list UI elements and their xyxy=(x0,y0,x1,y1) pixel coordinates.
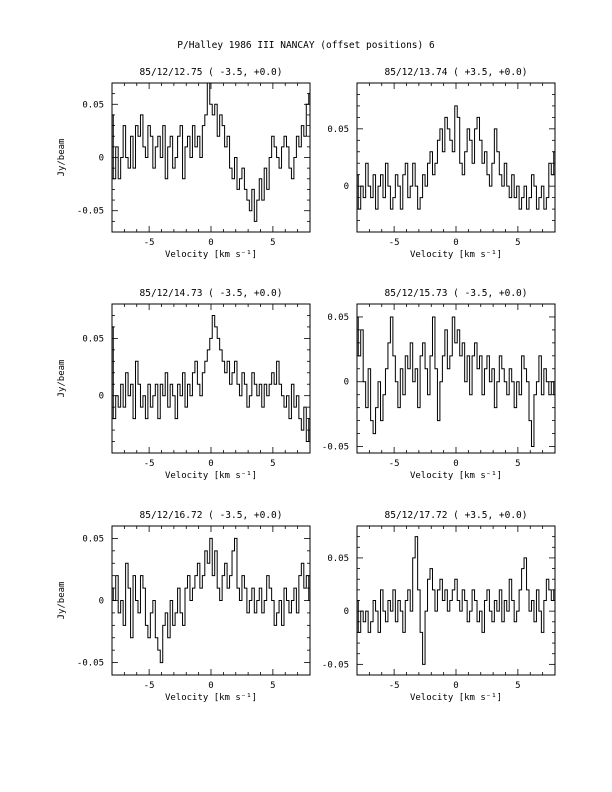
spectrum-line xyxy=(357,317,555,447)
y-tick-label: -0.05 xyxy=(321,442,349,453)
x-tick-label: 0 xyxy=(453,238,459,248)
panel-subtitle: 85/12/12.75 ( -3.5, +0.0) xyxy=(139,67,283,78)
y-tick-label: 0.05 xyxy=(82,334,104,345)
y-tick-label: 0 xyxy=(98,153,104,164)
spectrum-panel-5 xyxy=(57,510,310,703)
plot-frame xyxy=(112,83,310,232)
x-tick-label: 0 xyxy=(453,681,459,691)
spectrum-line xyxy=(357,537,555,665)
x-tick-label: 5 xyxy=(515,238,521,248)
x-tick-label: 0 xyxy=(208,681,214,691)
x-tick-label: 5 xyxy=(515,681,521,691)
y-tick-label: 0 xyxy=(98,596,104,607)
spectrum-panel-6 xyxy=(322,510,555,703)
spectrum-panel-4 xyxy=(322,288,555,481)
plot-frame xyxy=(357,83,555,232)
x-tick-label: 5 xyxy=(270,681,276,691)
y-tick-label: 0.05 xyxy=(327,124,349,135)
spectrum-panel-2 xyxy=(327,67,555,260)
page-title: P/Halley 1986 III NANCAY (offset positions) 6 xyxy=(177,40,435,51)
x-tick-label: -5 xyxy=(143,459,155,469)
x-axis-label: Velocity [km s⁻¹] xyxy=(409,250,503,260)
x-axis-label: Velocity [km s⁻¹] xyxy=(409,693,503,703)
spectrum-line xyxy=(112,538,310,662)
spectrum-panel-3 xyxy=(57,288,310,481)
panel-subtitle: 85/12/17.72 ( +3.5, +0.0) xyxy=(384,510,528,521)
spectrum-line xyxy=(112,83,310,221)
x-tick-label: -5 xyxy=(143,681,155,691)
spectrum-line xyxy=(112,315,310,441)
x-tick-label: 5 xyxy=(270,238,276,248)
plot-frame xyxy=(357,304,555,453)
x-tick-label: -5 xyxy=(388,459,400,469)
y-tick-label: 0 xyxy=(343,607,349,618)
y-tick-label: 0.05 xyxy=(82,534,104,545)
y-axis-label: Jy/beam xyxy=(57,138,67,177)
x-axis-label: Velocity [km s⁻¹] xyxy=(164,250,258,260)
y-tick-label: -0.05 xyxy=(76,658,104,669)
y-tick-label: -0.05 xyxy=(321,660,349,671)
x-tick-label: 5 xyxy=(270,459,276,469)
panel-subtitle: 85/12/13.74 ( +3.5, +0.0) xyxy=(384,67,528,78)
panel-subtitle: 85/12/14.73 ( -3.5, +0.0) xyxy=(139,288,283,299)
plot-frame xyxy=(357,526,555,675)
x-axis-label: Velocity [km s⁻¹] xyxy=(164,471,258,481)
y-axis-label: Jy/beam xyxy=(57,359,67,398)
y-tick-label: -0.05 xyxy=(76,206,104,217)
y-axis-label: Jy/beam xyxy=(57,581,67,620)
x-tick-label: 0 xyxy=(453,459,459,469)
x-tick-label: -5 xyxy=(388,681,400,691)
y-tick-label: 0.05 xyxy=(327,312,349,323)
x-axis-label: Velocity [km s⁻¹] xyxy=(409,471,503,481)
x-axis-label: Velocity [km s⁻¹] xyxy=(164,693,258,703)
panel-subtitle: 85/12/15.73 ( -3.5, +0.0) xyxy=(384,288,528,299)
y-tick-label: 0 xyxy=(343,377,349,388)
x-tick-label: -5 xyxy=(143,238,155,248)
y-tick-label: 0 xyxy=(343,182,349,193)
y-tick-label: 0.05 xyxy=(82,100,104,111)
y-tick-label: 0 xyxy=(98,391,104,402)
x-tick-label: 0 xyxy=(208,459,214,469)
spectra-panels xyxy=(57,67,555,703)
plot-frame xyxy=(112,304,310,453)
x-tick-label: -5 xyxy=(388,238,400,248)
y-tick-label: 0.05 xyxy=(327,553,349,564)
x-tick-label: 0 xyxy=(208,238,214,248)
panel-subtitle: 85/12/16.72 ( -3.5, +0.0) xyxy=(139,510,283,521)
spectrum-line xyxy=(357,106,555,209)
spectrum-panel-1 xyxy=(57,67,310,260)
x-tick-label: 5 xyxy=(515,459,521,469)
